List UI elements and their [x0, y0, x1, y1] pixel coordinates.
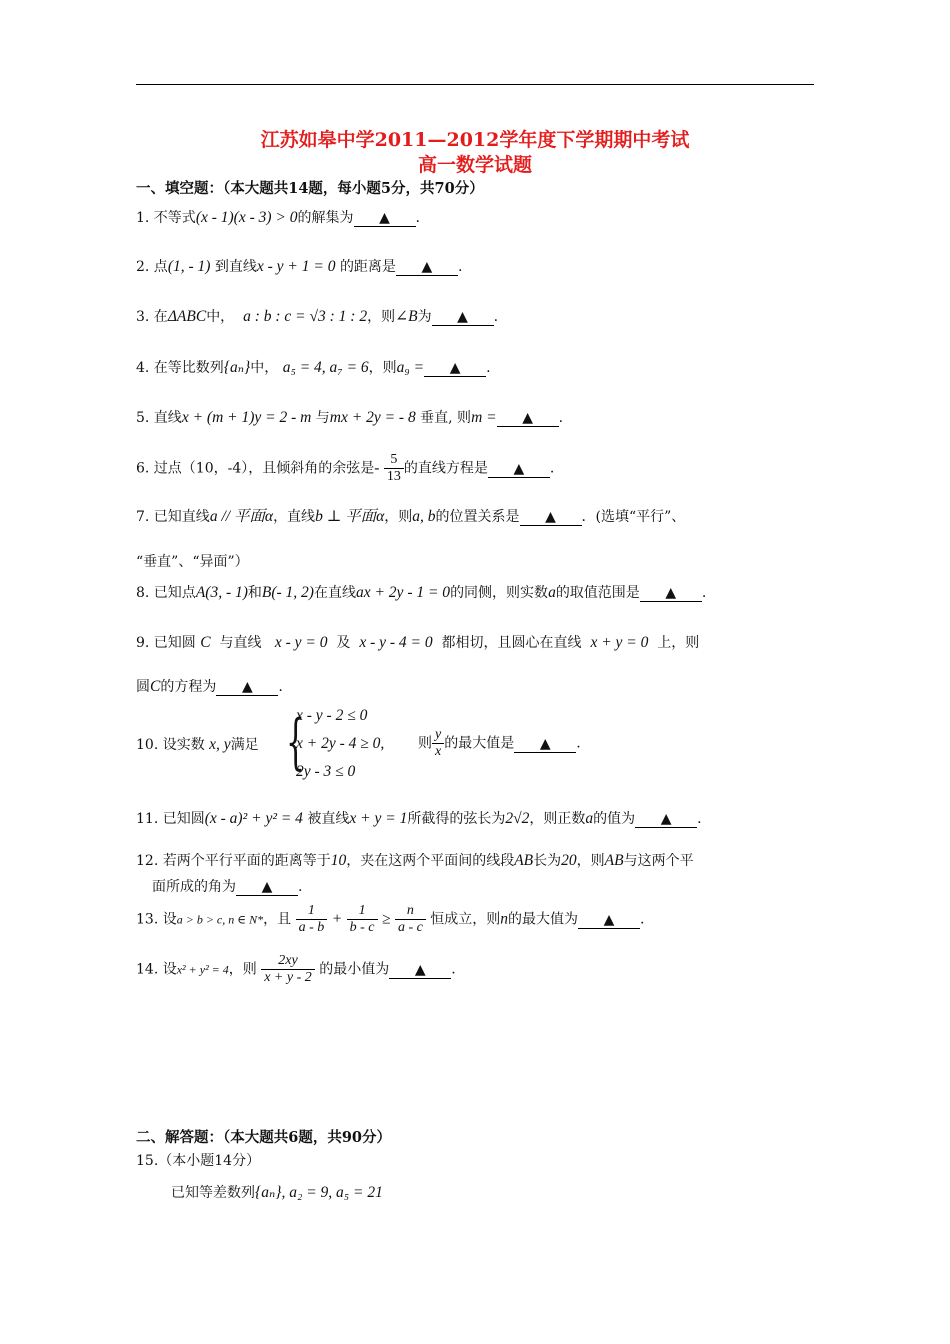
question-3: 3. 在ΔABC中， a : b : c = √3 : 1 : 2，则∠B为 ▲ . [136, 308, 499, 325]
fraction: $\frac{1}{b - c}$ [347, 903, 378, 936]
answer-blank: ▲ [432, 310, 494, 326]
question-12-line2: 面所成的角为 ▲ . [152, 879, 303, 895]
question-10-ask: 则 $\frac{y}{x}$ 的最大值是 ▲ . [418, 727, 581, 759]
fraction: $\frac{5}{13}$ [384, 452, 404, 485]
constraint-system: x - y - 2 ≤ 0 x + 2y - 4 ≥ 0, 2y - 3 ≤ 0 [296, 707, 385, 780]
answer-blank: ▲ [424, 361, 486, 377]
question-7: 7. 已知直线a // 平面α，直线b ⊥ 平面α，则a, b的位置关系是 ▲ ．(选填“平行”、 [136, 508, 686, 525]
fraction: $\frac{y}{x}$ [432, 727, 444, 760]
question-9: 9. 已知圆 C 与直线 x - y = 0 及 x - y - 4 = 0 都相切，且圆心在直线 x + y = 0 上，则 [136, 634, 700, 651]
question-9-line2: 圆C的方程为 ▲ . [136, 678, 283, 695]
answer-blank: ▲ [635, 812, 697, 828]
answer-blank: ▲ [216, 680, 278, 696]
question-15-label: 15.（本小题14分） [136, 1153, 261, 1169]
answer-blank: ▲ [354, 211, 416, 227]
answer-blank: ▲ [640, 586, 702, 602]
question-10: 10. 设实数 x, y满足 [136, 736, 259, 753]
answer-blank: ▲ [488, 462, 550, 478]
system-brace: { [286, 707, 306, 777]
question-6: 6. 过点（10，-4），且倾斜角的余弦是- $\frac{5}{13}$ 的直线方程是 ▲ . [136, 452, 555, 484]
question-7-line2: “垂直”、“异面”） [136, 554, 249, 570]
exam-title: 江苏如皋中学2011—2012学年度下学期期中考试 [260, 129, 690, 151]
question-2: 2. 点(1, - 1) 到直线x - y + 1 = 0 的距离是 ▲ . [136, 258, 463, 275]
question-5: 5. 直线x + (m + 1)y = 2 - m 与mx + 2y = - 8 垂直, 则m = ▲ . [136, 409, 564, 426]
fraction: $\frac{n}{a - c}$ [395, 903, 426, 936]
question-13: 13. 设a > b > c, n ∈ N*，且 $\frac{1}{a - b}$ + $\frac{1}{b - c}$ ≥ $\frac{n}{a - c}$ 恒成立，则n的最大值为 ▲ . [136, 903, 645, 935]
section1-heading: 一、填空题：（本大题共14题，每小题5分，共70分） [136, 180, 484, 197]
question-4: 4. 在等比数列{aₙ}中， a₅ = 4, a₇ = 6，则a₉ = ▲ . [136, 359, 491, 376]
question-11: 11. 已知圆(x - a)² + y² = 4 被直线x + y = 1所截得的弦长为2√2，则正数a的值为 ▲ . [136, 810, 702, 827]
answer-blank: ▲ [497, 411, 559, 427]
answer-blank: ▲ [389, 963, 451, 979]
section2-heading: 二、解答题：（本大题共6题，共90分） [136, 1129, 392, 1146]
header-rule [136, 84, 814, 85]
question-12: 12. 若两个平行平面的距离等于10，夹在这两个平面间的线段AB长为20，则AB与这两个平 [136, 852, 694, 869]
answer-blank: ▲ [236, 880, 298, 896]
question-1: 1. 不等式(x - 1)(x - 3) > 0的解集为 ▲ . [136, 209, 420, 226]
answer-blank: ▲ [520, 510, 582, 526]
question-14: 14. 设x² + y² = 4，则 $\frac{2xy}{x + y - 2}$ 的最小值为 ▲ . [136, 953, 456, 985]
answer-blank: ▲ [396, 260, 458, 276]
fraction: $\frac{2xy}{x + y - 2}$ [261, 953, 315, 986]
answer-blank: ▲ [578, 913, 640, 929]
exam-subtitle: 高一数学试题 [417, 154, 532, 176]
question-15: 已知等差数列{aₙ}, a₂ = 9, a₅ = 21 [171, 1184, 383, 1201]
fraction: $\frac{1}{a - b}$ [296, 903, 328, 936]
answer-blank: ▲ [514, 737, 576, 753]
question-8: 8. 已知点A(3, - 1)和B(- 1, 2)在直线ax + 2y - 1 = 0的同侧，则实数a的取值范围是 ▲ . [136, 584, 707, 601]
